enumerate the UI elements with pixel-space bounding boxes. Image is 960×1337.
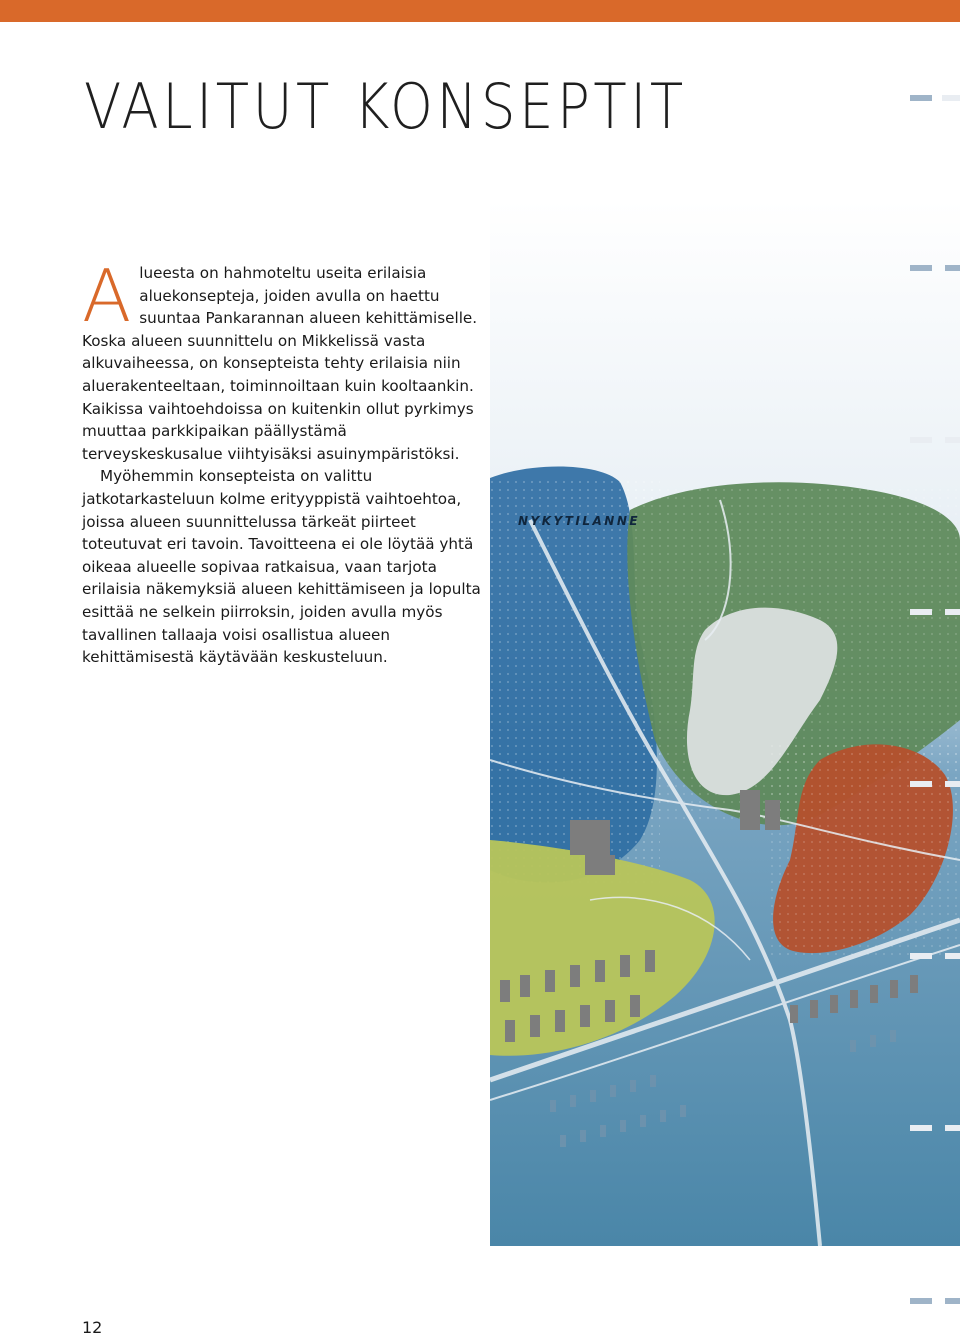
drop-cap: A bbox=[82, 254, 132, 338]
top-accent-bar bbox=[0, 0, 960, 22]
margin-dash bbox=[910, 1298, 932, 1304]
zone-red-texture bbox=[770, 740, 960, 960]
margin-dash bbox=[945, 1125, 960, 1131]
margin-dash bbox=[910, 265, 932, 271]
margin-dash bbox=[945, 1298, 960, 1304]
margin-dash bbox=[910, 437, 932, 443]
margin-dash bbox=[945, 437, 960, 443]
page-title: VALITUT KONSEPTIT bbox=[84, 70, 687, 143]
margin-dash bbox=[910, 781, 932, 787]
margin-dash bbox=[945, 953, 960, 959]
page-number: 12 bbox=[82, 1318, 103, 1337]
site-map-drawing bbox=[490, 200, 960, 1246]
paragraph-1 bbox=[82, 254, 482, 465]
body-text bbox=[82, 254, 482, 669]
margin-dash bbox=[945, 265, 960, 271]
margin-dash bbox=[945, 781, 960, 787]
paragraph-2: Myöhemmin konsepteista on valittu jatkotarkasteluun kolme erityyppistä vaihtoehtoa, joissa alueen suunnittelussa tärkeät piirteet toteutuvat eri tavoin. Tavoitteena ei ole löytää yhtä oikeaa alueelle sopivaa ratkaisua, vaan tarjota erilaisia näkemyksiä alueen kehittämiseen ja lopulta esittää ne selkein piirroksin, joiden avulla myös tavallinen tallaaja voisi osallistua alueen kehittämisestä käytävään keskusteluun. bbox=[82, 467, 481, 667]
map-label: NYKYTILANNE bbox=[518, 514, 641, 528]
margin-dash bbox=[910, 609, 932, 615]
paragraph-1-text: lueesta on hahmoteltu useita erilaisia aluekonsepteja, joiden avulla on haettu suuntaa Pankarannan alueen kehittämiselle. Koska alueen suunnittelu on Mikkelissä vasta alkuvaiheessa, on konsepteista tehty erilaisia niin aluerakenteeltaan, toiminnoiltaan kuin kooltaankin. Kaikissa vaihtoehdoissa on kuitenkin ollut pyrkimys muuttaa parkkipaikan päällystämä terveyskeskusalue viihtyisäksi asuinympäristöksi. bbox=[82, 264, 478, 463]
margin-dash bbox=[910, 1125, 932, 1131]
margin-dash bbox=[945, 609, 960, 615]
site-map bbox=[490, 200, 960, 1246]
margin-dash bbox=[942, 95, 960, 101]
margin-dash bbox=[910, 953, 932, 959]
margin-dash bbox=[910, 95, 932, 101]
